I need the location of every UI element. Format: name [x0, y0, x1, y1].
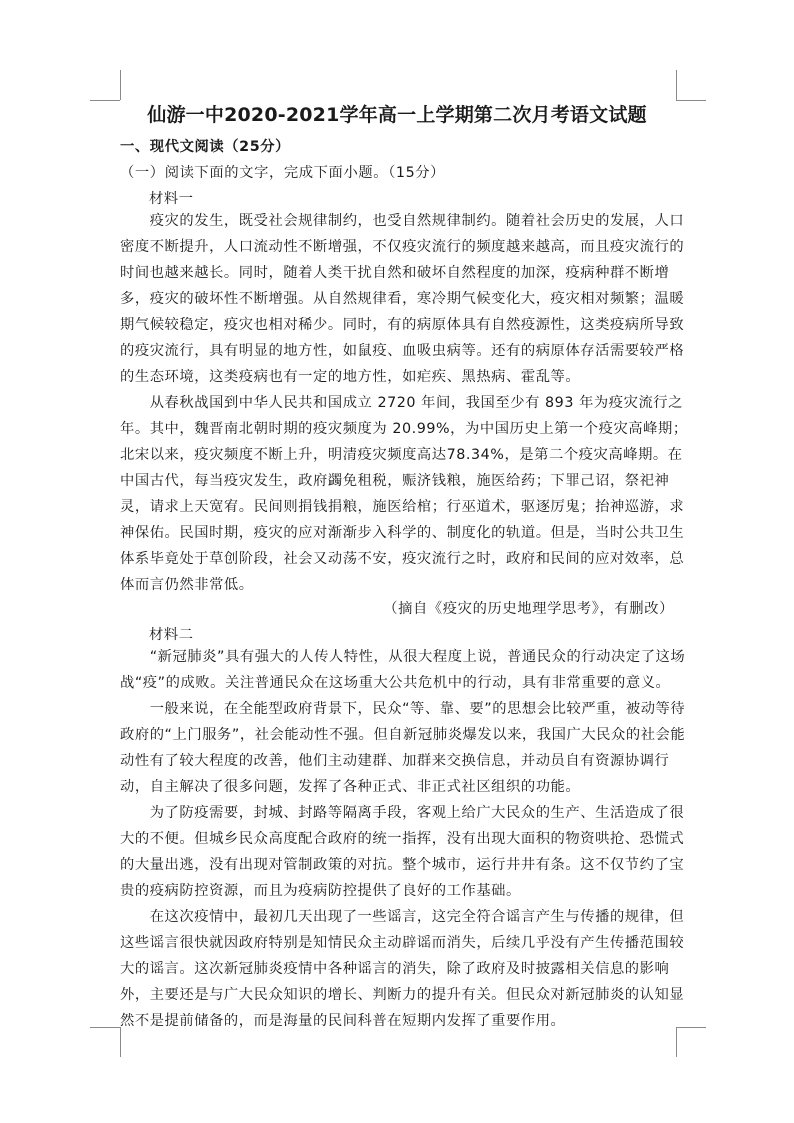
paragraph-line: “新冠肺炎”具有强大的人传人特性，从很大程度上说，普通民众的行动决定了这场	[120, 649, 686, 665]
paragraph-line: 动，自主解决了很多问题，发挥了各种正式、非正式社区组织的功能。	[120, 779, 581, 795]
paragraph-line: 为了防疫需要，封城、封路等隔离手段，客观上给广大民众的生产、生活造成了很	[120, 805, 685, 821]
paragraph-line: 战“疫”的成败。关注普通民众在这场重大公共危机中的行动，具有非常重要的意义。	[120, 675, 671, 691]
paragraph-line: 的大量出逃，没有出现对管制政策的对抗。整个城市，运行井井有条。这不仅节约了宝	[120, 857, 685, 873]
paragraph-line: 动性有了较大程度的改善，他们主动建群、加群来交换信息，并动员自有资源协调行	[120, 753, 670, 769]
paragraph-line: 大的谣言。这次新冠肺炎疫情中各种谣言的消失，除了政府及时披露相关信息的影响	[120, 961, 670, 977]
paragraph-line: 中国古代，每当疫灾发生，政府蠲免租税，赈济钱粮，施医给药；下罪己诏，祭祀神	[120, 473, 670, 489]
paragraph-line: 神保佑。民国时期，疫灾的应对渐渐步入科学的、制度化的轨道。但是，当时公共卫生	[120, 525, 685, 541]
paragraph-line: 一般来说，在全能型政府背景下，民众“等、靠、要”的思想会比较严重，被动等待	[120, 701, 686, 717]
material-2-label: 材料二	[149, 627, 194, 643]
material-1-paragraph-1	[120, 208, 685, 390]
paragraph-line: 然不是提前储备的，而是海量的民间科普在短期内发挥了重要作用。	[120, 1013, 566, 1029]
paragraph-line: 政府的“上门服务”，社会能动性不强。但自新冠肺炎爆发以来，我国广大民众的社会能	[120, 727, 686, 743]
material-2-paragraph-3	[120, 800, 685, 904]
paragraph-line: 密度不断提升，人口流动性不断增强，不仅疫灾流行的频度越来越高，而且疫灾流行的	[120, 239, 685, 255]
paragraph-line: 在这次疫情中，最初几天出现了一些谣言，这完全符合谣言产生与传播的规律，但	[120, 909, 685, 925]
paragraph-line: 这些谣言很快就因政府特别是知情民众主动辟谣而消失，后续几乎没有产生传播范围较	[120, 935, 685, 951]
paragraph-line: 从春秋战国到中华人民共和国成立 2720 年间，我国至少有 893 年为疫灾流行之	[120, 395, 683, 411]
paragraph-line: 北宋以来，疫灾频度不断上升，明清疫灾频度高达78.34%，是第二个疫灾高峰期。在	[120, 447, 683, 463]
paragraph-line: 贵的疫病防控资源，而且为疫病防控提供了良好的工作基础。	[120, 883, 521, 899]
paragraph-line: 时间也越来越长。同时，随着人类干扰自然和破坏自然程度的加深，疫病种群不断增	[120, 265, 670, 281]
paragraph-line: 体而言仍然非常低。	[120, 577, 254, 593]
material-1-source: （摘自《疫灾的历史地理学思考》，有删改）	[383, 601, 674, 617]
paragraph-line: 多，疫灾的破坏性不断增强。从自然规律看，寒冷期气候变化大，疫灾相对频繁；温暖	[120, 291, 685, 307]
paragraph-line: 年。其中，魏晋南北朝时期的疫灾频度为 20.99%，为中国历史上第一个疫灾高峰期；	[120, 421, 688, 437]
material-2-paragraph-1	[120, 644, 686, 696]
section-heading: 一、现代文阅读（25分）	[120, 139, 291, 155]
paragraph-line: 期气候较稳定，疫灾也相对稀少。同时，有的病原体具有自然疫源性，这类疫病所导致	[120, 317, 685, 333]
material-1-label: 材料一	[149, 191, 194, 207]
paragraph-line: 的生态环境，这类疫病也有一定的地方性，如疟疾、黑热病、霍乱等。	[120, 369, 581, 385]
paragraph-line: 外，主要还是与广大民众知识的增长、判断力的提升有关。但民众对新冠肺炎的认知显	[120, 987, 685, 1003]
material-1-paragraph-2	[120, 390, 688, 598]
paragraph-line: 的疫灾流行，具有明显的地方性，如鼠疫、血吸虫病等。还有的病原体存活需要较严格	[120, 343, 685, 359]
material-2-paragraph-2	[120, 696, 686, 800]
material-2-paragraph-4	[120, 904, 685, 1034]
paragraph-line: 灵，请求上天宽宥。民间则捐钱捐粮，施医给棺；行巫道术，驱逐厉鬼；抬神巡游，求	[120, 499, 685, 515]
document-title: 仙游一中2020-2021学年高一上学期第二次月考语文试题	[147, 104, 647, 126]
paragraph-line: 疫灾的发生，既受社会规律制约，也受自然规律制约。随着社会历史的发展，人口	[120, 213, 685, 229]
paragraph-line: 大的不便。但城乡民众高度配合政府的统一指挥，没有出现大面积的物资哄抢、恐慌式	[120, 831, 685, 847]
instruction-text: （一）阅读下面的文字，完成下面小题。（15分）	[120, 165, 446, 181]
paragraph-line: 体系毕竟处于草创阶段，社会又动荡不安，疫灾流行之时，政府和民间的应对效率，总	[120, 551, 685, 567]
